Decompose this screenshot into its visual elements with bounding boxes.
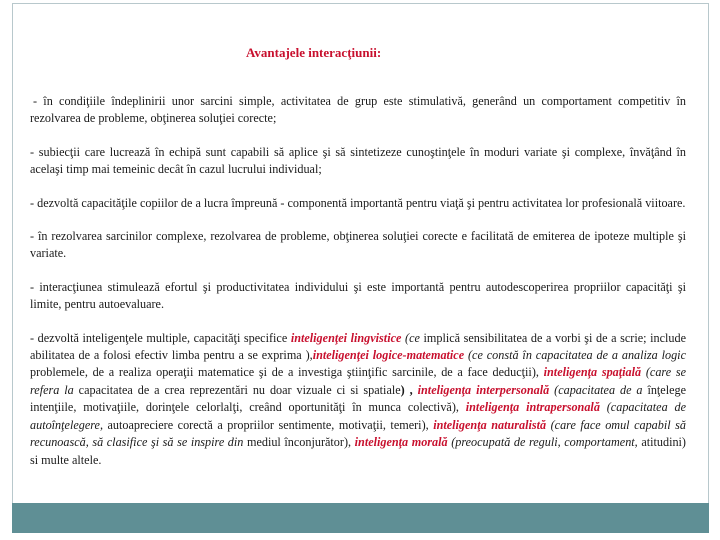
highlight-interpersonal: inteligenţa interpersonală — [417, 382, 550, 397]
highlight-linguistic: inteligenţei lingvistice — [290, 330, 402, 345]
paragraph-6 — [30, 330, 686, 469]
highlight-naturalist: inteligenţa naturalistă — [433, 417, 547, 432]
highlight-intrapersonal: inteligenţa intrapersonală — [465, 400, 600, 415]
slide-footer-bar — [12, 503, 709, 533]
paragraph-4: - în rezolvarea sarcinilor complexe, rezolvarea de probleme, obţinerea soluţiei corecte e facilitată de emiterea de ipoteze multiple şi variate. — [30, 229, 686, 261]
italic-run: (preocupată de reguli, comportament, — [447, 435, 638, 450]
text-run: mediul înconjurător), — [243, 435, 355, 450]
italic-run: (ce — [401, 330, 420, 345]
text-run: atitudini) si multe altele. — [30, 435, 686, 467]
paragraph-5: - interacţiunea stimulează efortul şi productivitatea individului şi este importantă pentru autodescoperirea propriilor capacităţi şi limite, pentru autoevaluare. — [30, 279, 686, 312]
italic-run: (capacitatea de a — [549, 382, 643, 397]
highlight-moral: inteligenţa morală — [354, 435, 448, 450]
text-run: problemele, de a realiza operaţii matematice şi de a investiga ştiinţific sarcinile, de a face deducţii), — [30, 365, 544, 380]
slide-title: Avantajele interacţiunii: — [246, 45, 382, 60]
text-run: înţelege intenţiile, motivaţiile, dorinţele celorlalţi, creând oportunităţi în munca colectivă), — [30, 382, 687, 415]
italic-run: (capacitatea de autoînţelegere, — [30, 400, 686, 432]
paragraph-3: - dezvoltă capacităţile copiilor de a lucra împreună - componentă importantă pentru viaţă şi pentru activitatea lor profesională viitoare. — [30, 195, 686, 210]
text-run: autoapreciere corectă a propriilor sentimente, motivaţii, temeri), — [103, 417, 434, 432]
text-run: - dezvoltă inteligenţele multiple, capacităţi specifice — [30, 330, 291, 345]
italic-run: (care face omul capabil să recunoască, să clasifice şi să se inspire din — [30, 417, 686, 450]
italic-run: (care se refera la — [30, 365, 686, 397]
highlight-spatial: inteligenţa spaţială — [543, 365, 642, 380]
paragraph-1: - în condiţiile îndeplinirii unor sarcini simple, activitatea de grup este stimulativă, generând un comportament competitiv în rezolvarea de probleme, obţinerea soluţiei corecte; — [30, 94, 686, 126]
italic-run: (ce constă în capacitatea de a analiza logic — [464, 348, 686, 363]
text-run: implică sensibilitatea de a vorbi şi de a scrie; include abilitatea de a folosi efectiv limba pentru a se exprima ), — [30, 330, 687, 363]
highlight-logical-mathematical: inteligenţei logice-matematice — [312, 348, 465, 363]
paragraph-2: - subiecţii care lucrează în echipă sunt capabili să aplice şi să sintetizeze cunoştinţele în moduri variate şi complexe, învăţând în acelaşi timp mai temeinic decât în cazul lucrului individual; — [30, 144, 686, 177]
text-run: capacitatea de a crea reprezentări nu doar vizuale ci si spatiale — [73, 382, 401, 397]
bold-run: ) , — [400, 382, 413, 397]
slide-body — [30, 93, 686, 469]
